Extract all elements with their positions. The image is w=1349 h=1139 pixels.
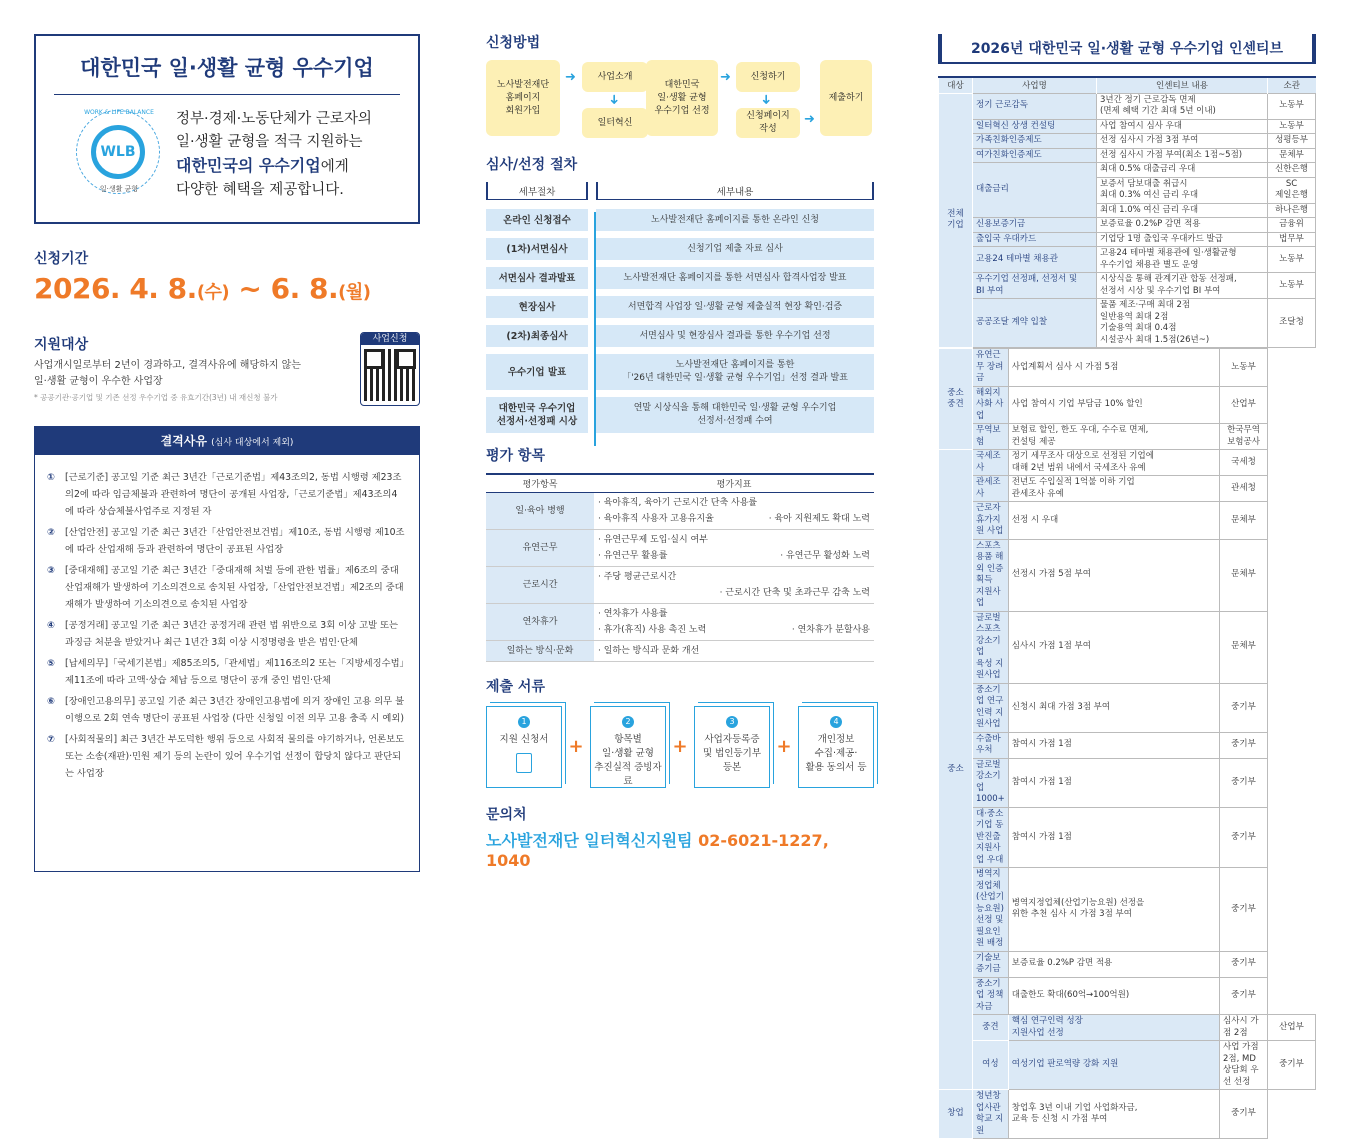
- eval-indicators: [594, 566, 874, 603]
- inc-name: 수출바우처: [973, 732, 1009, 758]
- inc-col-name: 사업명: [973, 77, 1097, 93]
- process-desc: 노사발전재단 홈페이지를 통한 「'26년 대한민국 일·생활 균형 우수기업」선정 결과 발표: [596, 354, 874, 390]
- plus-icon: +: [776, 736, 792, 757]
- process-desc: 서면합격 사업장 일·생활 균형 제출실적 현장 확인·검증: [596, 296, 874, 318]
- eval-ind-a: · 일하는 방식과 문화 개선: [598, 645, 700, 656]
- eval-indicators: [594, 640, 874, 661]
- eval-ind-b: · 유연근무 활용률: [598, 550, 668, 561]
- process-step: 서면심사 결과발표: [486, 267, 588, 289]
- inc-name: 여가친화인증제도: [973, 148, 1097, 163]
- process-col-step: 세부절차: [486, 182, 588, 200]
- eval-ind-c: · 근로시간 단축 및 초과근무 감축 노력: [719, 587, 870, 598]
- process-col-desc: 세부내용: [596, 182, 874, 200]
- eval-ind-c: · 연차휴가 분할사용: [791, 624, 870, 635]
- doc-label: 사업자등록증 및 법인등기부 등본: [702, 733, 762, 773]
- disq-text: [납세의무]「국세기본법」제85조의5,「관세법」제116조의2 또는「지방세징수법」제11조에 따라 고액·상습 체납 등으로 명단이 공개 중인 법인·단체: [65, 658, 405, 686]
- period-dates: [34, 272, 370, 305]
- inc-ministry: 성평등부: [1268, 134, 1316, 149]
- inc-ministry: 중기부: [1220, 758, 1268, 807]
- inc-content: 사업 참여시 심사 우대: [1097, 119, 1268, 134]
- inc-ministry: 노동부: [1268, 273, 1316, 299]
- period-end-day: (월): [338, 282, 371, 303]
- inc-name: 중소기업 연구인력 지원사업: [973, 683, 1009, 732]
- disq-num: ②: [47, 527, 55, 538]
- process-row: [486, 325, 874, 347]
- inc-col-ministry: 소관: [1268, 77, 1316, 93]
- process-heading: 심사/선정 절차: [486, 157, 578, 173]
- disq-item: [47, 655, 405, 689]
- inc-col-target: 대상: [939, 77, 973, 93]
- inc-ministry: 산업부: [1268, 1015, 1316, 1041]
- doc-card: [486, 706, 562, 788]
- disq-item: [47, 524, 405, 558]
- inc-content: 참여시 가점 1점: [1008, 807, 1219, 868]
- wlb-logo: [76, 110, 160, 194]
- inc-content: 참여시 가점 1점: [1008, 758, 1219, 807]
- doc-card: [798, 706, 874, 788]
- process-row: [486, 354, 874, 390]
- inc-ministry: 조달청: [1268, 299, 1316, 348]
- eligibility-heading: 지원대상: [34, 337, 89, 353]
- doc-number: 2: [622, 716, 634, 728]
- doc-label: 항목별 일·생활 균형 추진실적 증빙자료: [594, 733, 662, 787]
- inc-ministry: 법무부: [1268, 232, 1316, 247]
- process-step: 온라인 신청접수: [486, 209, 588, 231]
- disq-text: [공정거래] 공고일 기준 최근 3년간 공정거래 관련 법 위반으로 3회 이상 고발 또는 과징금 처분을 받았거나 최근 1년간 3회 이상 시정명령을 받은 법인·단체: [65, 620, 398, 648]
- disqualification-box: [34, 426, 420, 872]
- eval-ind-a: · 주당 평균근로시간: [598, 571, 677, 582]
- qr-box[interactable]: [360, 332, 420, 406]
- inc-name: 글로벌 스포츠 강소기업 육성 지원사업: [973, 611, 1009, 683]
- inc-name: 신용보증기금: [973, 218, 1097, 233]
- arrow-down-icon: ➜: [757, 94, 773, 105]
- inc-ministry: 중기부: [1220, 683, 1268, 732]
- process-step: 현장심사: [486, 296, 588, 318]
- process-row: [486, 238, 874, 260]
- logo-top-text: WORK & LIFE BALANCE: [84, 109, 154, 116]
- inc-name: 가족친화인증제도: [973, 134, 1097, 149]
- contact-info: [486, 828, 874, 870]
- eval-indicators: [594, 603, 874, 640]
- disq-item: [47, 693, 405, 727]
- process-row: [486, 209, 874, 231]
- inc-ministry: 노동부: [1268, 119, 1316, 134]
- disq-text: [중대재해] 공고일 기준 최근 3년간「중대재해 처벌 등에 관한 법률」제6조의 중대산업재해가 발생하여 기소의견으로 송치된 사업장,「산업안전보건법」제2조의 중대재해가 발생하여 기소의견으로 송치된 사업장: [65, 565, 404, 610]
- process-step: (2차)최종심사: [486, 325, 588, 347]
- eval-item: 일하는 방식·문화: [486, 640, 594, 661]
- hero-title: 대한민국 일·생활 균형 우수기업: [54, 52, 400, 95]
- inc-name: 일터혁신 상생 컨설팅: [973, 119, 1097, 134]
- inc-col-content: 인센티브 내용: [1097, 77, 1268, 93]
- document-icon: [516, 753, 532, 773]
- period-end: 6. 8.: [270, 272, 339, 305]
- inc-content: 물품 제조·구매 최대 2점 일반용역 최대 2점 기술용역 최대 0.4점 시설공사 최대 1.5점(26년~): [1097, 299, 1268, 348]
- process-desc: 연말 시상식을 통해 대한민국 일·생활 균형 우수기업 선정서·선정패 수여: [596, 397, 874, 433]
- inc-content: 전년도 수입실적 1억불 이하 기업 관세조사 유예: [1008, 476, 1219, 502]
- inc-cat: 여성: [973, 1041, 1009, 1090]
- contact-heading: 문의처: [486, 806, 527, 823]
- disq-num: ⑥: [47, 696, 55, 707]
- inc-content: 심사시 가점 2점: [1220, 1015, 1268, 1041]
- inc-cat: 전체 기업: [939, 93, 973, 348]
- inc-ministry: 문체부: [1220, 502, 1268, 540]
- arrow-right-icon: ➜: [804, 112, 815, 127]
- hero-bold: 대한민국의 우수기업: [176, 156, 321, 175]
- disq-text: [사회적물의] 최근 3년간 부도덕한 행위 등으로 사회적 물의를 야기하거나, 언론보도 또는 소송(재판)·민원 제기 등의 논란이 있어 우수기업 선정이 합당치 않다고 판단되는 사업장: [65, 734, 405, 779]
- inc-content: 기업당 1명 출입국 우대카드 발급: [1097, 232, 1268, 247]
- left-column: [34, 34, 420, 779]
- eval-ind-b: · 휴가(휴직) 사용 촉진 노력: [598, 624, 707, 635]
- incentive-table-2: [938, 348, 1316, 1139]
- inc-ministry: 문체부: [1268, 148, 1316, 163]
- inc-ministry: 중기부: [1220, 868, 1268, 952]
- disq-text: [산업안전] 공고일 기준 최근 3년간「산업안전보건법」제10조, 동법 시행령 제10조에 따라 산업재해 등과 관련하여 명단이 공표된 사업장: [65, 527, 405, 555]
- hero-line: 에게: [320, 159, 349, 175]
- disq-item: [47, 731, 405, 782]
- inc-name: 무역보험: [973, 424, 1009, 450]
- wlb-icon: WLB: [91, 125, 145, 179]
- disq-text: [근로기준] 공고일 기준 최근 3년간「근로기준법」제43조의2, 동법 시행령 제23조의2에 따라 임금체불과 관련하여 명단이 공개된 사업장,「근로기준법」제43조의4에 따라 상습체불사업주로 지정된 자: [65, 472, 402, 517]
- inc-cat: 중소 중견: [939, 349, 973, 450]
- disq-num: ①: [47, 472, 55, 483]
- inc-ministry: 중기부: [1220, 1090, 1268, 1139]
- eval-item: 유연근무: [486, 529, 594, 566]
- inc-name: 우수기업 선정패, 선정서 및 BI 부여: [973, 273, 1097, 299]
- plus-icon: +: [568, 736, 584, 757]
- process-desc: 신청기업 제출 자료 심사: [596, 238, 874, 260]
- inc-ministry: 관세청: [1220, 476, 1268, 502]
- inc-name: 정기 근로감독: [973, 93, 1097, 119]
- flow-step-innovation: 일터혁신: [582, 108, 648, 138]
- inc-name: 청년창업사관학교 지원: [973, 1090, 1009, 1139]
- inc-ministry: 중기부: [1220, 807, 1268, 868]
- inc-content: 선정 심사시 가점 부여(최소 1점~5점): [1097, 148, 1268, 163]
- inc-name: 스포츠용품 해외 인증 획득 지원사업: [973, 539, 1009, 611]
- hero-box: [34, 34, 420, 224]
- inc-name: 관세조사: [973, 476, 1009, 502]
- eval-table: [486, 473, 874, 662]
- eval-ind-b: · 육아휴직 사용자 고용유지율: [598, 513, 714, 524]
- process-row: [486, 267, 874, 289]
- eval-col-item: 평가항목: [486, 474, 594, 492]
- logo-bottom-text: 일·생활 균형: [99, 185, 139, 193]
- inc-ministry: 중기부: [1268, 1041, 1316, 1090]
- apply-heading: 신청방법: [486, 35, 541, 51]
- inc-content: 사업 참여시 기업 부담금 10% 할인: [1008, 386, 1219, 424]
- disq-num: ④: [47, 620, 55, 631]
- inc-content: 최대 0.5% 대출금리 우대: [1097, 163, 1268, 178]
- inc-name: 글로벌강소기업 1000+: [973, 758, 1009, 807]
- inc-content: 선정시 가점 5점 부여: [1008, 539, 1219, 611]
- disq-item: [47, 562, 405, 613]
- eligibility-note: * 공공기관·공기업 및 기존 선정 우수기업 중 유효기간(3년) 내 재신청 불가: [34, 393, 278, 402]
- inc-content: 사업 가점 2점, MD상담회 우선 선정: [1220, 1041, 1268, 1090]
- disq-subtitle: (심사 대상에서 제외): [211, 438, 294, 448]
- flow-step-selection: 대한민국 일·생활 균형 우수기업 선정: [646, 60, 718, 136]
- inc-name: 대출금리: [973, 163, 1097, 218]
- inc-name: 출입국 우대카드: [973, 232, 1097, 247]
- middle-column: [486, 32, 874, 870]
- inc-content: 창업후 3년 이내 기업 사업화자금, 교육 등 신청 시 가점 부여: [1008, 1090, 1219, 1139]
- doc-label: 지원 신청서: [499, 733, 549, 745]
- right-column: [938, 34, 1316, 1139]
- period-start-day: (수): [196, 282, 230, 303]
- process-desc: 노사발전재단 홈페이지를 통한 온라인 신청: [596, 209, 874, 231]
- disqualification-header: [35, 427, 419, 455]
- period-start: 2026. 4. 8.: [34, 272, 197, 305]
- hero-text: [176, 108, 406, 202]
- eval-row: [486, 603, 874, 640]
- eval-ind-c: · 유연근무 활성화 노력: [780, 550, 870, 561]
- inc-ministry: 중기부: [1220, 977, 1268, 1015]
- inc-content: 최대 1.0% 여신 금리 우대: [1097, 203, 1268, 218]
- doc-number: 3: [726, 716, 738, 728]
- inc-cat: 중견: [973, 1015, 1009, 1041]
- inc-ministry: 노동부: [1268, 247, 1316, 273]
- contact-phone: 02-6021-1227, 1040: [486, 830, 829, 870]
- inc-ministry: 노동부: [1268, 93, 1316, 119]
- arrow-right-icon: ➜: [720, 70, 731, 85]
- eval-item: 연차휴가: [486, 603, 594, 640]
- eval-indicators: [594, 492, 874, 529]
- inc-content: 고용24 테마별 채용관에 일·생활균형 우수기업 채용관 별도 운영: [1097, 247, 1268, 273]
- process-step: (1차)서면심사: [486, 238, 588, 260]
- eval-ind-a: · 육아휴직, 육아기 근로시간 단축 사용률: [598, 497, 758, 508]
- flow-step-signup: 노사발전재단 홈페이지 회원가입: [486, 60, 560, 136]
- process-timeline: [594, 212, 596, 446]
- period-sep: ~: [229, 272, 271, 305]
- eval-row: [486, 566, 874, 603]
- docs-list: [486, 706, 874, 788]
- inc-name: 핵심 연구인력 성장 지원사업 선정: [1008, 1015, 1219, 1041]
- inc-content: 정기 세무조사 대상으로 선정된 기업에 대해 2년 범위 내에서 국세조사 유예: [1008, 450, 1219, 476]
- inc-ministry: 국세청: [1220, 450, 1268, 476]
- inc-content: 대출한도 확대(60억→100억원): [1008, 977, 1219, 1015]
- docs-heading: 제출 서류: [486, 678, 545, 695]
- hero-line: 다양한 혜택을 제공합니다.: [176, 182, 344, 198]
- doc-card: [694, 706, 770, 788]
- inc-name: 여성기업 판로역량 강화 지원: [1008, 1041, 1219, 1090]
- process-step: 대한민국 우수기업 선정서·선정패 시상: [486, 397, 588, 433]
- disq-num: ⑤: [47, 658, 55, 669]
- period-heading: 신청기간: [34, 251, 89, 267]
- inc-content: 사업계획서 심사 시 가점 5점: [1008, 349, 1219, 387]
- inc-content: 보증료율 0.2%P 감면 적용: [1097, 218, 1268, 233]
- inc-ministry: 산업부: [1220, 386, 1268, 424]
- disq-num: ③: [47, 565, 55, 576]
- arrow-right-icon: ➜: [565, 70, 576, 85]
- eval-row: [486, 640, 874, 661]
- disq-text: [장애인고용의무] 공고일 기준 최근 3년간 장애인고용법에 의거 장애인 고용 의무 불이행으로 2회 연속 명단이 공표된 사업장 (다만 신청일 이전 의무 고용 충족 시 예외): [65, 696, 405, 724]
- eval-ind-c: · 육아 지원제도 확대 노력: [768, 513, 870, 524]
- inc-content: 참여시 가점 1점: [1008, 732, 1219, 758]
- inc-name: 고용24 테마별 채용관: [973, 247, 1097, 273]
- inc-content: 선정 시 우대: [1008, 502, 1219, 540]
- eval-item: 일·육아 병행: [486, 492, 594, 529]
- process-row: [486, 296, 874, 318]
- inc-name: 기술보증기금: [973, 951, 1009, 977]
- apply-flow: [486, 60, 874, 140]
- eval-col-index: 평가지표: [594, 474, 874, 492]
- contact-org: 노사발전재단 일터혁신지원팀: [486, 830, 693, 850]
- flow-step-apply: 신청하기: [736, 62, 800, 92]
- inc-ministry: 한국무역 보험공사: [1220, 424, 1268, 450]
- process-rows: [486, 209, 874, 433]
- inc-name: 공공조달 계약 입찰: [973, 299, 1097, 348]
- disq-item: [47, 469, 405, 520]
- eval-ind-a: · 연차휴가 사용률: [598, 608, 668, 619]
- hero-line: 정부·경제·노동단체가 근로자의: [176, 111, 372, 127]
- inc-ministry: 하나은행: [1268, 203, 1316, 218]
- inc-name: 병역지정업체(산업기능요원) 선정 및 필요인원 배정: [973, 868, 1009, 952]
- flow-step-intro: 사업소개: [582, 62, 648, 92]
- inc-name: 근로자 휴가지원 사업: [973, 502, 1009, 540]
- eligibility-section: [34, 334, 344, 403]
- process-table: [486, 182, 874, 433]
- inc-ministry: 문체부: [1220, 611, 1268, 683]
- disq-title: 결격사유: [160, 434, 207, 448]
- eval-heading: 평가 항목: [486, 448, 545, 464]
- doc-card: [590, 706, 666, 788]
- inc-name: 유연근무 장려금: [973, 349, 1009, 387]
- inc-ministry: 노동부: [1220, 349, 1268, 387]
- disq-item: [47, 617, 405, 651]
- inc-content: 신청시 최대 가점 3점 부여: [1008, 683, 1219, 732]
- plus-icon: +: [672, 736, 688, 757]
- inc-ministry: SC 제일은행: [1268, 177, 1316, 203]
- eval-row: [486, 529, 874, 566]
- eval-ind-a: · 유연근무제 도입·실시 여부: [598, 534, 708, 545]
- flow-step-write: 신청페이지 작성: [736, 108, 800, 138]
- inc-content: 선정 심사시 가점 3점 부여: [1097, 134, 1268, 149]
- inc-content: 보험료 할인, 한도 우대, 수수료 면제, 컨설팅 제공: [1008, 424, 1219, 450]
- inc-ministry: 문체부: [1220, 539, 1268, 611]
- inc-content: 보증료율 0.2%P 감면 적용: [1008, 951, 1219, 977]
- process-desc: 노사발전재단 홈페이지를 통한 서면심사 합격사업장 발표: [596, 267, 874, 289]
- hero-line: 일·생활 균형을 적극 지원하는: [176, 134, 363, 150]
- inc-ministry: 중기부: [1220, 732, 1268, 758]
- disqualification-list: [35, 455, 419, 782]
- inc-cat: 중소: [939, 450, 973, 1090]
- eligibility-text: 일·생활 균형이 우수한 사업장: [34, 376, 163, 387]
- eligibility-text: 사업개시일로부터 2년이 경과하고, 결격사유에 해당하지 않는: [34, 360, 301, 371]
- eval-indicators: [594, 529, 874, 566]
- incentive-table: [938, 76, 1316, 348]
- disq-num: ⑦: [47, 734, 55, 745]
- qr-code-icon[interactable]: [364, 349, 416, 401]
- qr-label: 사업신청: [361, 333, 419, 345]
- inc-cat: 창업: [939, 1090, 973, 1139]
- eval-row: [486, 492, 874, 529]
- inc-content: 보증서 담보대출 취급시 최대 0.3% 여신 금리 우대: [1097, 177, 1268, 203]
- process-desc: 서면심사 및 현장심사 결과를 통한 우수기업 선정: [596, 325, 874, 347]
- inc-ministry: 금융위: [1268, 218, 1316, 233]
- process-header: [486, 182, 874, 200]
- process-step: 우수기업 발표: [486, 354, 588, 390]
- doc-number: 4: [830, 716, 842, 728]
- flow-step-submit: 제출하기: [820, 60, 872, 136]
- inc-ministry: 중기부: [1220, 951, 1268, 977]
- incentive-title: 2026년 대한민국 일·생활 균형 우수기업 인센티브: [938, 34, 1316, 64]
- period-section: [34, 248, 370, 305]
- inc-content: 병역지정업체(산업기능요원) 선정을 위한 추천 심사 시 가점 3점 부여: [1008, 868, 1219, 952]
- inc-content: 시상식을 통해 관계기관 합동 선정패, 선정서 시상 및 우수기업 BI 부여: [1097, 273, 1268, 299]
- inc-content: 심사시 가점 1점 부여: [1008, 611, 1219, 683]
- doc-number: 1: [518, 716, 530, 728]
- inc-name: 해외지사화 사업: [973, 386, 1009, 424]
- process-row: [486, 397, 874, 433]
- inc-name: 대·중소기업 동반진출 지원사업 우대: [973, 807, 1009, 868]
- eval-item: 근로시간: [486, 566, 594, 603]
- inc-name: 중소기업 정책자금: [973, 977, 1009, 1015]
- doc-label: 개인정보 수집·제공· 활용 동의서 등: [805, 733, 867, 773]
- inc-ministry: 신한은행: [1268, 163, 1316, 178]
- inc-content: 3년간 정기 근로감독 면제 (면제 혜택 기간 최대 5년 이내): [1097, 93, 1268, 119]
- inc-name: 국세조사: [973, 450, 1009, 476]
- arrow-down-icon: ➜: [605, 94, 621, 105]
